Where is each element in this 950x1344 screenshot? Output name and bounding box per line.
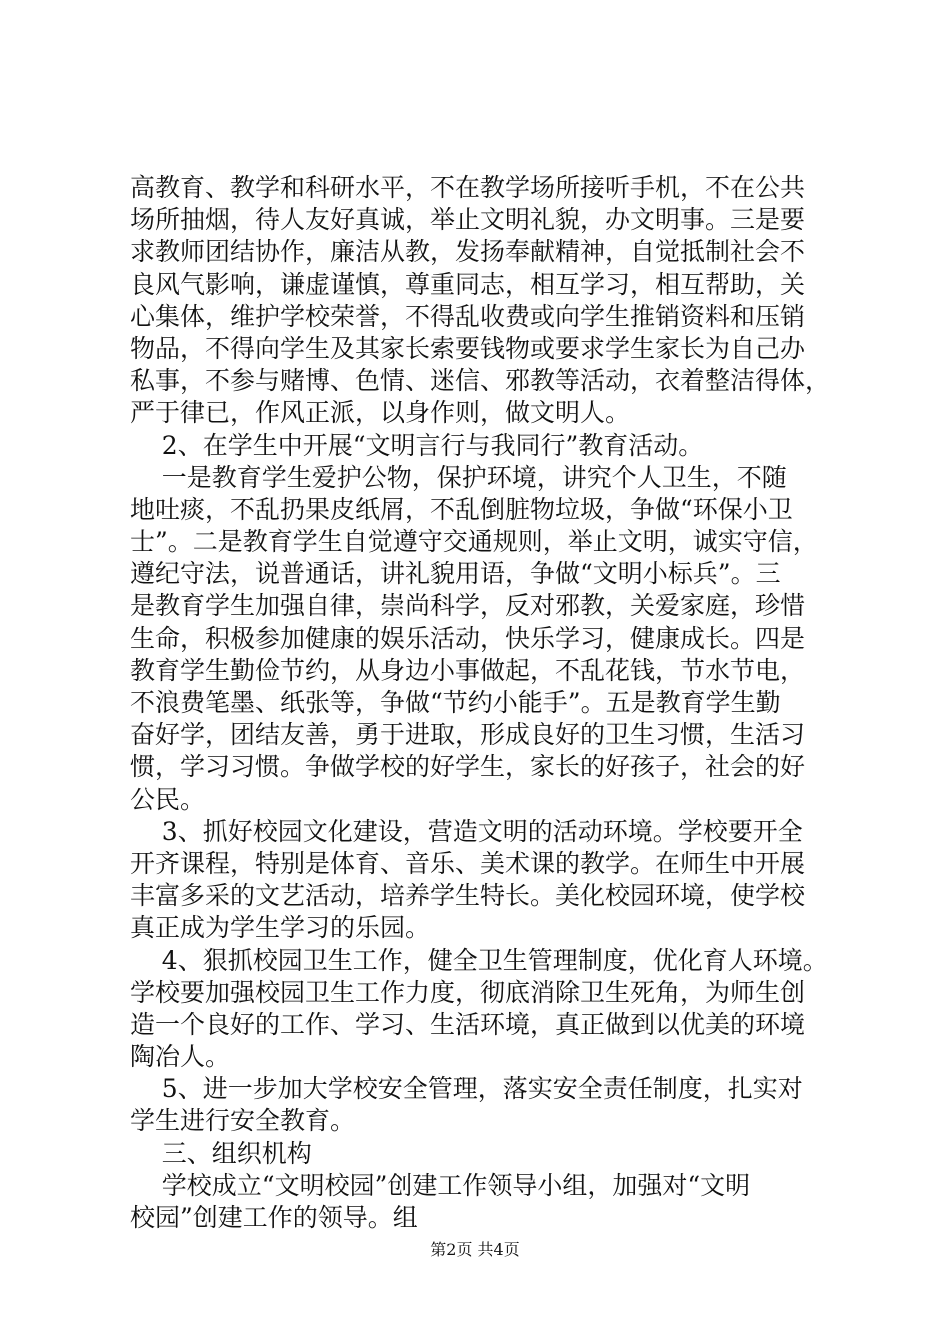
text-line: 不浪费笔墨、纸张等，争做“节约小能手”。五是教育学生勤 bbox=[130, 688, 781, 717]
text-line: 良风气影响，谦虚谨慎，尊重同志，相互学习，相互帮助，关 bbox=[130, 269, 806, 299]
text-line: 校园”创建工作的领导。组 bbox=[130, 1203, 418, 1232]
text-line: 三、组织机构 bbox=[130, 1138, 312, 1168]
text-line: 严于律已，作风正派，以身作则，做文明人。 bbox=[130, 398, 631, 428]
text-line: 场所抽烟，待人友好真诚，举止文明礼貌，办文明事。三是要 bbox=[130, 205, 806, 235]
text-line: 陶冶人。 bbox=[130, 1042, 231, 1072]
text-line: 丰富多采的文艺活动，培养学生特长。美化校园环境，使学校 bbox=[130, 881, 806, 911]
text-line: 物品，不得向学生及其家长索要钱物或要求学生家长为自己办 bbox=[130, 333, 806, 363]
text-line: 求教师团结协作，廉洁从教，发扬奉献精神，自觉抵制社会不 bbox=[130, 237, 806, 267]
text-line: 造一个良好的工作、学习、生活环境，真正做到以优美的环境 bbox=[130, 1009, 806, 1039]
text-line: 心集体，维护学校荣誉，不得乱收费或向学生推销资料和压销 bbox=[130, 301, 806, 331]
text-line: 遵纪守法，说普通话，讲礼貌用语，争做“文明小标兵”。三 bbox=[130, 559, 781, 589]
text-line: 开齐课程，特别是体育、音乐、美术课的教学。在师生中开展 bbox=[130, 848, 806, 878]
text-line: 教育学生勤俭节约，从身边小事做起，不乱花钱，节水节电， bbox=[130, 655, 806, 685]
text-line: 地吐痰，不乱扔果皮纸屑，不乱倒脏物垃圾，争做“环保小卫 bbox=[130, 494, 793, 524]
text-line: 5、进一步加大学校安全管理，落实安全责任制度，扎实对 bbox=[130, 1074, 803, 1104]
text-line: 3、抓好校园文化建设，营造文明的活动环境。学校要开全 bbox=[130, 816, 803, 846]
text-line: 是教育学生加强自律，崇尚科学，反对邪教，关爱家庭，珍惜 bbox=[130, 591, 806, 621]
text-line: 学校要加强校园卫生工作力度，彻底消除卫生死角，为师生创 bbox=[130, 977, 806, 1007]
text-line: 2、在学生中开展“文明言行与我同行”教育活动。 bbox=[130, 430, 704, 460]
text-line: 高教育、教学和科研水平，不在教学场所接听手机，不在公共 bbox=[130, 173, 806, 202]
text-line: 惯，学习习惯。争做学校的好学生，家长的好孩子，社会的好 bbox=[130, 752, 806, 782]
text-line: 真正成为学生学习的乐园。 bbox=[130, 913, 431, 943]
text-line: 奋好学，团结友善，勇于进取，形成良好的卫生习惯，生活习 bbox=[130, 720, 806, 750]
text-line: 私事，不参与赌博、色情、迷信、邪教等活动，衣着整洁得体， bbox=[130, 366, 830, 396]
text-line: 生命，积极参加健康的娱乐活动，快乐学习，健康成长。四是 bbox=[130, 623, 806, 653]
text-line: 学校成立“文明校园”创建工作领导小组，加强对“文明 bbox=[130, 1170, 751, 1200]
text-line: 士”。二是教育学生自觉遵守交通规则，举止文明，诚实守信， bbox=[130, 527, 818, 557]
document-body bbox=[130, 172, 830, 1234]
text-line: 公民。 bbox=[130, 784, 206, 814]
text-line: 学生进行安全教育。 bbox=[130, 1106, 356, 1136]
text-line: 一是教育学生爱护公物，保护环境，讲究个人卫生，不随 bbox=[130, 462, 787, 492]
page-footer: 第2页 共4页 bbox=[430, 1240, 520, 1259]
text-line: 4、狠抓校园卫生工作，健全卫生管理制度，优化育人环境。 bbox=[130, 945, 828, 975]
